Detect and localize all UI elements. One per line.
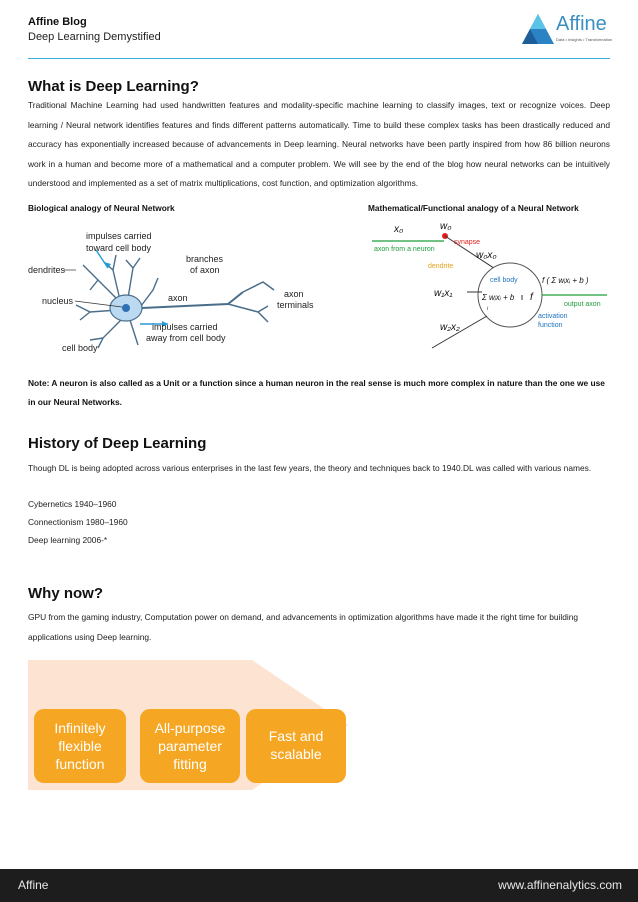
affine-logo-mark-icon: [520, 12, 556, 46]
nucleus-marker: [122, 304, 130, 312]
label-x0: x₀: [394, 224, 404, 235]
why-now-graphic: [20, 655, 360, 795]
label-branches-1: branches: [186, 254, 224, 264]
label-nucleus: nucleus: [42, 296, 74, 306]
mathematical-neuron-diagram: [372, 220, 612, 360]
logo-wordmark: Affine: [556, 13, 607, 35]
page-header: [0, 0, 638, 60]
neuron-note: Note: A neuron is also called as a Unit or a function since a human neuron in the real sense is much more complex in nature than the one we use in our Neural Networks.: [28, 378, 605, 407]
label-activation-2: function: [538, 322, 563, 329]
box-3-line-2: scalable: [270, 746, 322, 762]
label-branches-2: of axon: [190, 265, 220, 275]
timeline-item: Deep learning 2006-*: [28, 535, 108, 545]
section-heading-what-is-dl: What is Deep Learning?: [28, 78, 199, 95]
section-paragraph-history: Though DL is being adopted across various enterprises in the last few years, the theory and techniques back to 1940.DL was called with various names.: [28, 463, 592, 473]
label-impulses-toward-1: impulses carried: [86, 231, 152, 241]
label-w1x1: w₁x₁: [434, 288, 453, 299]
label-dendrites: dendrites: [28, 265, 66, 275]
label-activation-1: activation: [538, 313, 568, 320]
label-cell-body: cell body: [490, 277, 518, 284]
section-paragraph-what-is-dl: Traditional Machine Learning had used handwritten features and modality-specific machine learning to classify images, text or recognize voices. Deep learning / Neural network identifies features and finds different patterns automatically. Time to build these complex tasks has been drastically reduced and accuracy has exponentially increased because of advancements in Deep learning. Neural networks have been partly inspired from how 86 billion neurons work in a human and become more of a mathematical and a computer problem. We will see by the end of the blog how neural networks can be intuitively understood and implemented as a set of matrix multiplications, cost function, and optimization algorithms.: [28, 100, 610, 188]
box-3-line-1: Fast and: [268, 728, 324, 744]
label-axon-terminals-2: terminals: [277, 300, 314, 310]
label-axon-terminals-1: axon: [284, 289, 304, 299]
label-sum-expression: Σ wᵢxᵢ + b: [482, 293, 515, 302]
box-1-line-2: flexible: [58, 738, 102, 754]
label-w0: w₀: [440, 221, 452, 232]
blog-title: Affine Blog: [28, 16, 87, 28]
label-sum-subscript: i: [487, 306, 489, 312]
label-impulses-toward-2: toward cell body: [86, 243, 152, 253]
caption-biological-analogy: Biological analogy of Neural Network: [28, 203, 175, 213]
footer-brand: Affine: [18, 878, 49, 892]
section-heading-history: History of Deep Learning: [28, 435, 207, 452]
box-2-line-2: parameter: [158, 738, 222, 754]
box-1-line-1: Infinitely: [54, 720, 106, 736]
timeline-item: Connectionism 1980–1960: [28, 517, 128, 527]
section-paragraph-why-now: GPU from the gaming industry, Computation power on demand, and advancements in optimization algorithms have made it the right time for building applications using Deep learning.: [28, 612, 579, 642]
section-heading-why-now: Why now?: [28, 585, 103, 602]
box-2-line-1: All-purpose: [154, 720, 226, 736]
blog-subtitle: Deep Learning Demystified: [28, 31, 161, 43]
label-axon-from-neuron: axon from a neuron: [374, 246, 435, 253]
label-cell-body: cell body: [62, 343, 98, 353]
timeline-item: Cybernetics 1940–1960: [28, 499, 117, 509]
label-w2x2: w₂x₂: [440, 322, 460, 333]
caption-mathematical-analogy: Mathematical/Functional analogy of a Neural Network: [368, 203, 579, 213]
label-dendrite: dendrite: [428, 263, 454, 270]
label-synapse: synapse: [454, 239, 481, 246]
label-w0x0: w₀x₀: [476, 250, 497, 261]
label-f: f: [530, 292, 533, 303]
logo-tagline: Data • Insights • Transformation: [556, 37, 613, 42]
page-footer: [0, 869, 638, 902]
biological-neuron-diagram: [28, 220, 328, 360]
footer-website-link[interactable]: www.affinenalytics.com: [498, 878, 622, 892]
label-f-expression: f ( Σ wᵢxᵢ + b ): [542, 276, 589, 285]
box-2-line-3: fitting: [173, 756, 207, 772]
box-1-line-3: function: [55, 756, 105, 772]
label-output-axon: output axon: [564, 301, 601, 308]
header-divider: [28, 58, 610, 59]
affine-logo: [520, 12, 620, 48]
label-axon: axon: [168, 293, 188, 303]
label-impulses-away-1: impulses carried: [152, 322, 218, 332]
label-impulses-away-2: away from cell body: [146, 333, 226, 343]
